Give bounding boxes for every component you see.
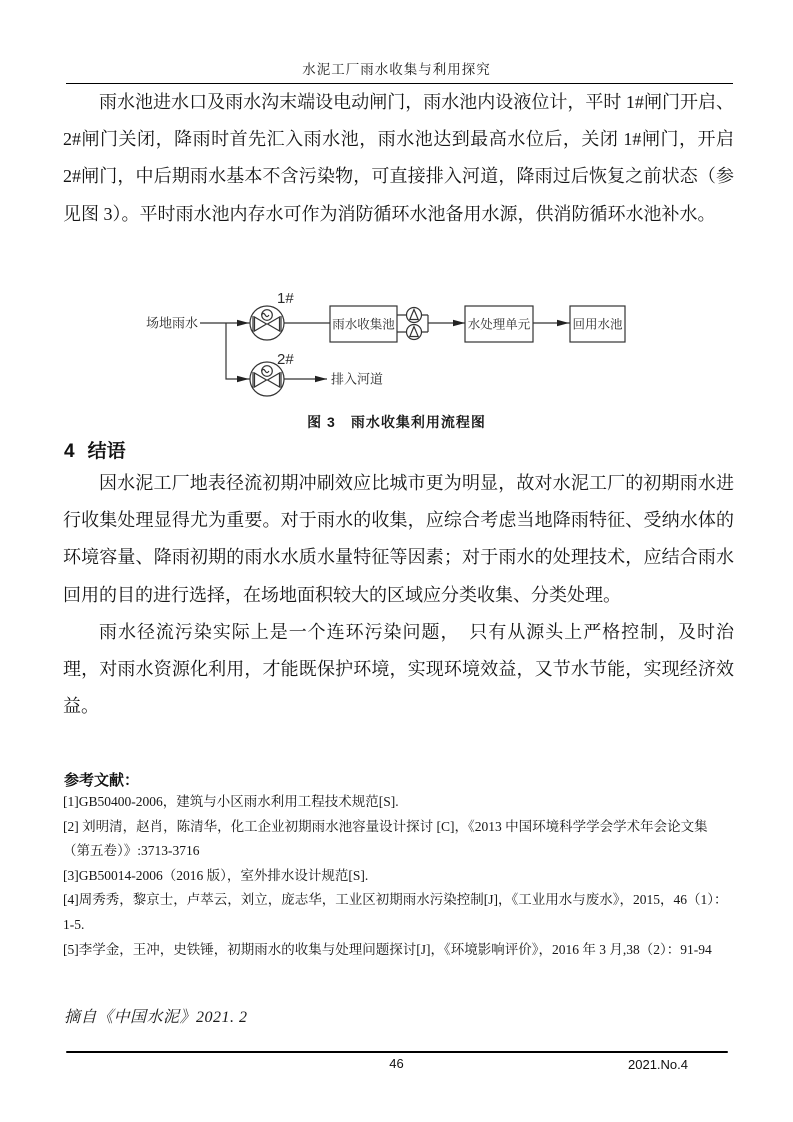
valve-1-label: 1# [277, 290, 294, 307]
pump-impeller-icon [410, 327, 418, 337]
conclusion-paragraph-2: 雨水径流污染实际上是一个连环污染问题， 只有从源头上严格控制，及时治理，对雨水资源化利用，才能既保护环境，实现环境效益，又节水节能，实现经济效益。 [63, 621, 734, 717]
source-label: 场地雨水 [145, 315, 198, 331]
reference-item: [2] 刘明清，赵肖，陈清华，化工企业初期雨水池容量设计探讨 [C]，《2013 中国环境科学学会学术年会论文集（第五卷）》:3713-3716 [63, 818, 708, 859]
reference-item: [1]GB50400-2006，建筑与小区雨水利用工程技术规范[S]. [63, 794, 399, 809]
source-note: 摘自《中国水泥》2021. 2 [64, 1009, 248, 1026]
treatment-unit-label: 水处理单元 [467, 317, 531, 332]
branch-line [226, 323, 250, 379]
issue-number: 2021.No.4 [628, 1057, 688, 1072]
section-title: 结语 [87, 441, 126, 462]
reuse-pool-label: 回用水池 [572, 317, 623, 332]
page-number: 46 [389, 1056, 404, 1071]
pump-impeller-icon [410, 310, 418, 320]
reference-item: [3]GB50014-2006（2016 版），室外排水设计规范[S]. [63, 867, 369, 883]
arrow-to-reuse-icon [557, 320, 569, 326]
reference-item: [4]周秀秀，黎京士，卢萃云，刘立，庞志华，工业区初期雨水污染控制[J]，《工业用水与废水》，2015，46（1）：1-5. [63, 892, 728, 932]
valve-2-label: 2# [277, 351, 294, 368]
arrow-to-treatment-icon [453, 320, 465, 326]
flow-diagram-canvas [60, 282, 660, 412]
discharge-label: 排入河道 [331, 371, 384, 387]
section-heading [64, 436, 126, 463]
section-number: 4 [64, 441, 75, 462]
valve-2-actuator-icon [262, 366, 273, 377]
valve-1-actuator-wave [262, 313, 269, 316]
footer-divider [66, 1051, 728, 1053]
intro-paragraph: 雨水池进水口及雨水沟末端设电动闸门，雨水池内设液位计，平时 1#闸门开启、2#闸门关闭，降雨时首先汇入雨水池，雨水池达到最高水位后，关闭 1#闸门，开启 2#闸门，中后期雨水基本不含污染物，可直接排入河道，降雨过后恢复之前状态（参见图 3）。平时雨水池内存水可作为消防循环水池备用水源，供消防循环水池补水。 [63, 92, 734, 224]
reference-item: [5]李学金，王冲，史铁锤，初期雨水的收集与处理问题探讨[J]，《环境影响评价》，2016 年 3 月,38（2）：91-94 [63, 941, 712, 957]
collection-pool-label: 雨水收集池 [332, 317, 395, 332]
running-head-title: 水泥工厂雨水收集与利用探究 [302, 62, 491, 77]
valve-2-actuator-wave [262, 369, 269, 372]
conclusion-section [63, 465, 734, 725]
references-list [63, 790, 734, 962]
conclusion-paragraph-1: 因水泥工厂地表径流初期冲刷效应比城市更为明显，故对水泥工厂的初期雨水进行收集处理显得尤为重要。对于雨水的收集，应综合考虑当地降雨特征、受纳水体的环境容量、降雨初期的雨水水质水量特征等因素；对于雨水的处理技术，应结合雨水回用的目的进行选择，在场地面积较大的区域应分类收集、分类处理。 [63, 473, 734, 605]
valve-1-actuator-icon [262, 310, 273, 321]
arrow-to-valve2-icon [237, 376, 249, 382]
references-heading: 参考文献： [64, 772, 140, 789]
arrow-to-discharge-icon [315, 376, 327, 382]
figure-3-flow-diagram [60, 282, 660, 417]
figure-caption: 图 3 雨水收集利用流程图 [307, 414, 486, 430]
arrow-to-valve1-icon [237, 320, 249, 326]
